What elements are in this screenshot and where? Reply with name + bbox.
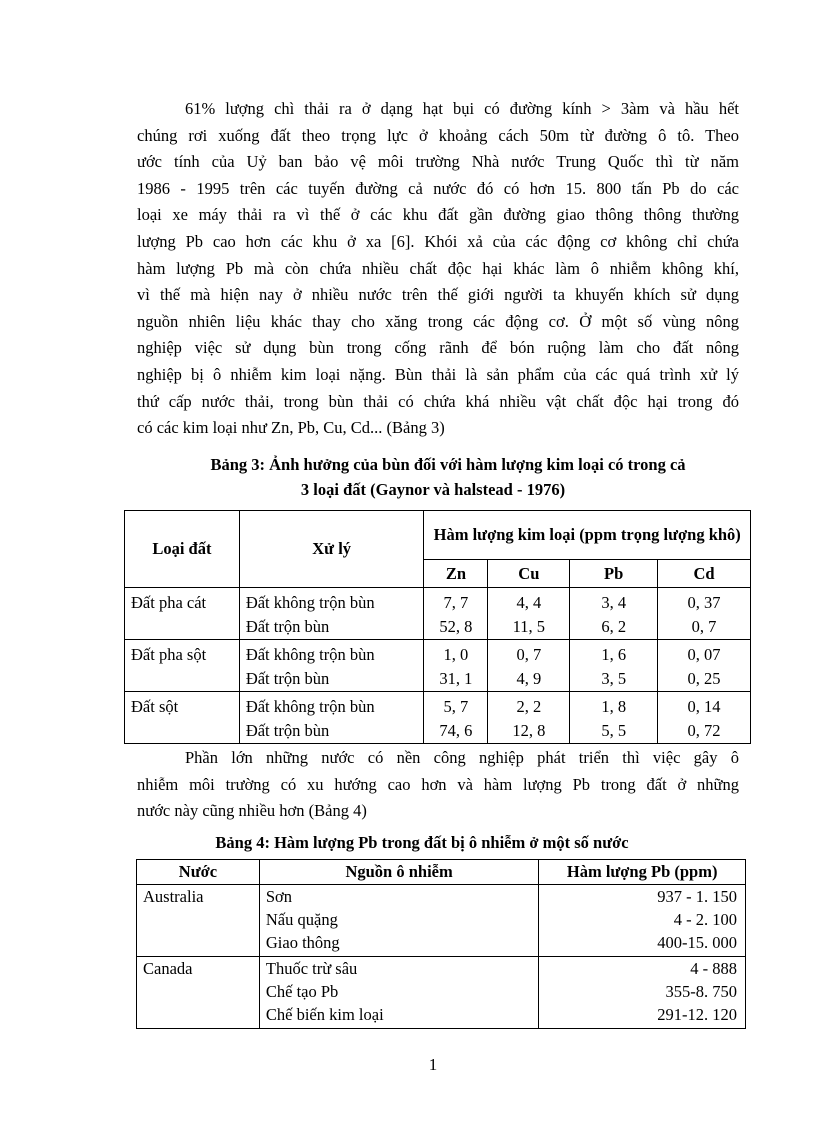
soil-type-cell: Đất pha sột: [125, 640, 240, 692]
header-zn: Zn: [424, 560, 488, 588]
text-line: Phần lớn những nước có nền công nghiệp phát triển thì việc gây ô: [185, 748, 739, 767]
table-row: [137, 885, 746, 957]
header-metal-content: Hàm lượng kim loại (ppm trọng lượng khô): [424, 511, 751, 560]
value: 4, 4: [516, 593, 542, 612]
header-country: Nước: [137, 860, 260, 885]
value: 12, 8: [512, 721, 546, 740]
table3-caption-line1: Bảng 3: Ảnh hưởng của bùn đối với hàm lượng kim loại có trong cả: [210, 455, 686, 474]
table3-sludge-metals: [124, 510, 751, 744]
treatment-line: Đất trộn bùn: [245, 617, 330, 636]
value: 1, 0: [443, 645, 469, 664]
value: 0, 07: [687, 645, 721, 664]
value: 0, 72: [687, 721, 721, 740]
text-line: nguồn nhiên liệu khác thay cho xăng trong các động cơ. Ở một số vùng nông: [137, 311, 739, 331]
text-line: ước tính của Uỷ ban bảo vệ môi trường Nhà nước Trung Quốc thì từ năm: [137, 152, 739, 172]
country-cell: Canada: [137, 957, 260, 1029]
pb-cell: [570, 692, 658, 744]
source-cell: [259, 957, 538, 1029]
value: 0, 25: [687, 669, 721, 688]
pb-cell: [570, 588, 658, 640]
value: 4 - 2. 100: [673, 910, 737, 929]
source-line: Giao thông: [265, 933, 340, 952]
table-row: [137, 957, 746, 1029]
header-cd: Cd: [658, 560, 751, 588]
zn-cell: [424, 640, 488, 692]
source-line: Chế biến kim loại: [265, 1005, 384, 1024]
text-line: nước này cũng nhiều hơn (Bảng 4): [137, 801, 367, 821]
value: 355-8. 750: [665, 982, 737, 1001]
cd-cell: [658, 640, 751, 692]
text-line: thứ cấp nước thải, trong bùn thải có chứa khá nhiều vật chất độc hại trong đó: [137, 391, 739, 411]
value: 11, 5: [512, 617, 546, 636]
value: 31, 1: [439, 669, 473, 688]
source-line: Nấu quặng: [265, 910, 338, 929]
text-line: nghiệp bị ô nhiễm kim loại nặng. Bùn thải là sản phẩm của các quá trình xử lý: [137, 364, 739, 384]
cu-cell: [488, 692, 570, 744]
soil-type-cell: Đất sột: [125, 692, 240, 744]
header-pb-content: Hàm lượng Pb (ppm): [539, 860, 746, 885]
table-row: [125, 588, 751, 640]
value-cell: [539, 885, 746, 957]
text-line: vì thế mà hiện nay ở nhiều nước trên thế giới người ta khuyến khích sử dụng: [137, 285, 739, 305]
text-line: 1986 - 1995 trên các tuyến đường cả nước đó có hơn 15. 800 tấn Pb do các: [137, 178, 739, 198]
header-soil-type: Loại đất: [125, 511, 240, 588]
paragraph-industrial-countries: [137, 745, 739, 825]
text-line: lượng Pb cao hơn các khu ở xa [6]. Khói xả của các động cơ không chỉ chứa: [137, 231, 739, 251]
table-row: [125, 640, 751, 692]
value: 937 - 1. 150: [657, 887, 737, 906]
value: 7, 7: [443, 593, 469, 612]
value: 52, 8: [439, 617, 473, 636]
text-line: 61% lượng chì thải ra ở dạng hạt bụi có đường kính > 3àm và hầu hết: [185, 99, 739, 118]
value: 3, 5: [601, 669, 627, 688]
treatment-line: Đất không trộn bùn: [245, 593, 375, 612]
cd-cell: [658, 588, 751, 640]
source-line: Sơn: [265, 887, 293, 906]
zn-cell: [424, 588, 488, 640]
value: 291-12. 120: [657, 1005, 737, 1024]
treatment-line: Đất không trộn bùn: [245, 645, 375, 664]
source-line: Thuốc trừ sâu: [265, 959, 358, 978]
cu-cell: [488, 588, 570, 640]
header-pollution-source: Nguồn ô nhiễm: [259, 860, 538, 885]
value: 0, 7: [691, 617, 717, 636]
value: 0, 7: [516, 645, 542, 664]
table-row: [125, 692, 751, 744]
pb-cell: [570, 640, 658, 692]
value: 4 - 888: [690, 959, 737, 978]
text-line: chúng rơi xuống đất theo trọng lực ở khoảng cách 50m từ đường ô tô. Theo: [137, 125, 739, 145]
value: 1, 8: [601, 697, 627, 716]
value: 4, 9: [516, 669, 542, 688]
source-line: Chế tạo Pb: [265, 982, 339, 1001]
table3-caption-line2: 3 loại đất (Gaynor và halstead - 1976): [300, 480, 566, 499]
zn-cell: [424, 692, 488, 744]
cd-cell: [658, 692, 751, 744]
table4-caption: Bảng 4: Hàm lượng Pb trong đất bị ô nhiễm ở một số nước: [215, 833, 629, 852]
treatment-cell: [239, 640, 424, 692]
paragraph-lead-pollution: [137, 96, 739, 442]
value-cell: [539, 957, 746, 1029]
value: 6, 2: [601, 617, 627, 636]
text-line: loại xe máy thải ra vì thế ở các khu đất gần đường giao thông thông thường: [137, 205, 739, 225]
value: 5, 5: [601, 721, 627, 740]
value: 0, 14: [687, 697, 721, 716]
treatment-line: Đất không trộn bùn: [245, 697, 375, 716]
country-cell: Australia: [137, 885, 260, 957]
value: 0, 37: [687, 593, 721, 612]
treatment-cell: [239, 692, 424, 744]
treatment-cell: [239, 588, 424, 640]
table4-pb-by-country: [136, 859, 746, 1029]
text-line: hàm lượng Pb mà còn chứa nhiều chất độc hại khác làm ô nhiễm không khí,: [137, 258, 739, 278]
value: 5, 7: [443, 697, 469, 716]
source-cell: [259, 885, 538, 957]
value: 400-15. 000: [657, 933, 737, 952]
treatment-line: Đất trộn bùn: [245, 669, 330, 688]
header-cu: Cu: [488, 560, 570, 588]
page-number: 1: [428, 1055, 438, 1074]
value: 74, 6: [439, 721, 473, 740]
text-line: có các kim loại như Zn, Pb, Cu, Cd... (Bảng 3): [137, 418, 445, 438]
value: 3, 4: [601, 593, 627, 612]
header-treatment: Xử lý: [239, 511, 424, 588]
value: 1, 6: [601, 645, 627, 664]
text-line: nghiệp việc sử dụng bùn trong cống rãnh để bón ruộng làm cho đất nông: [137, 338, 739, 358]
value: 2, 2: [516, 697, 542, 716]
header-pb: Pb: [570, 560, 658, 588]
treatment-line: Đất trộn bùn: [245, 721, 330, 740]
text-line: nhiễm môi trường có xu hướng cao hơn và hàm lượng Pb trong đất ở những: [137, 774, 739, 794]
soil-type-cell: Đất pha cát: [125, 588, 240, 640]
cu-cell: [488, 640, 570, 692]
